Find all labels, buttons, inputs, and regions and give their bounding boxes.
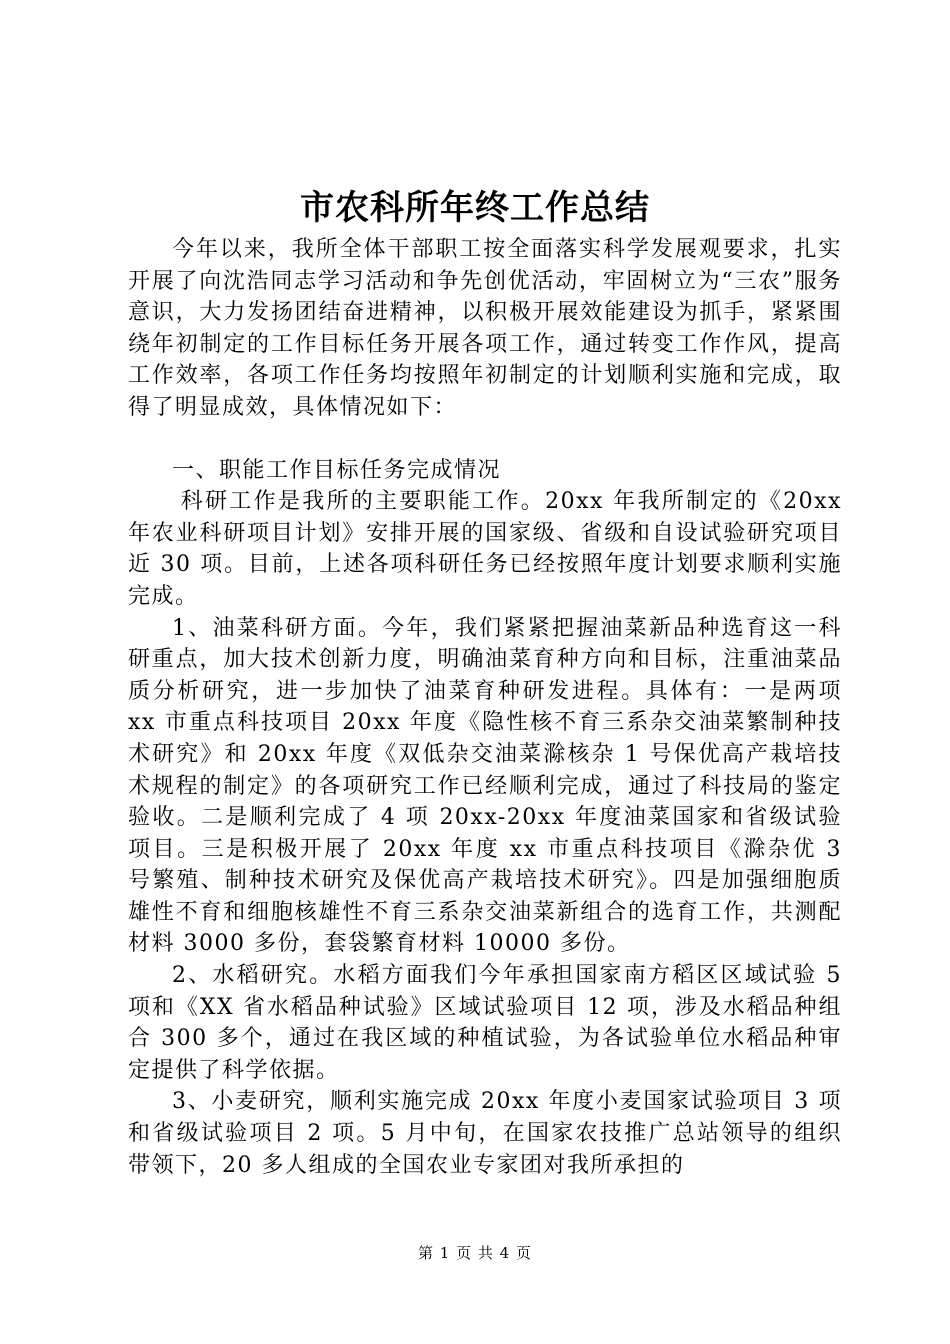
intro-paragraph: 今年以来，我所全体干部职工按全面落实科学发展观要求，扎实开展了向沈浩同志学习活动和争先创优活动，牢固树立为“三农”服务意识，大力发扬团结奋进精神，以积极开展效能建设为抓手，紧紧围绕年初制定的工作目标任务开展各项工作，通过转变工作作风，提高工作效率，各项工作任务均按照年初制定的计划顺利实施和完成，取得了明显成效，具体情况如下： — [128, 237, 842, 420]
wheat-paragraph: 3、小麦研究，顺利实施完成 20xx 年度小麦国家试验项目 3 项和省级试验项目 2 项。5 月中旬，在国家农技推广总站领导的组织带领下，20 多人组成的全国农业专家团对我所承担的 — [128, 1089, 842, 1178]
page-footer: 第 1 页 共 4 页 — [418, 1244, 532, 1262]
section-heading: 一、职能工作目标任务完成情况 — [172, 457, 502, 483]
document-title: 市农科所年终工作总结 — [300, 188, 650, 228]
rapeseed-paragraph: 1、油菜科研方面。今年，我们紧紧把握油菜新品种选育这一科研重点，加大技术创新力度，明确油菜育种方向和目标，注重油菜品质分析研究，进一步加快了油菜育种研发进程。具体有：一是两项 xx 市重点科技项目 20xx 年度《隐性核不育三系杂交油菜繁制种技术研究》和 20xx 年度《双低杂交油菜滁核杂 1 号保优高产栽培技术规程的制定》的各项研究工作已经顺利完成，通过了科技局的鉴定验收。二是顺利完成了 4 项 20xx-20xx 年度油菜国家和省级试验项目。三是积极开展了 20xx 年度 xx 市重点科技项目《滁杂优 3 号繁殖、制种技术研究及保优高产栽培技术研究》。四是加强细胞质雄性不育和细胞核雄性不育三系杂交油菜新组合的选育工作，共测配材料 3000 多份，套袋繁育材料 10000 多份。 — [128, 615, 842, 957]
rice-paragraph: 2、水稻研究。水稻方面我们今年承担国家南方稻区区域试验 5 项和《XX 省水稻品种试验》区域试验项目 12 项，涉及水稻品种组合 300 多个，通过在我区域的种植试验，为各试验单位水稻品种审定提供了科学依据。 — [128, 963, 842, 1083]
research-paragraph: 科研工作是我所的主要职能工作。20xx 年我所制定的《20xx 年农业科研项目计划》安排开展的国家级、省级和自设试验研究项目近 30 项。目前，上述各项科研任务已经按照年度计划要求顺利实施完成。 — [128, 489, 842, 609]
document-body — [128, 234, 842, 1181]
